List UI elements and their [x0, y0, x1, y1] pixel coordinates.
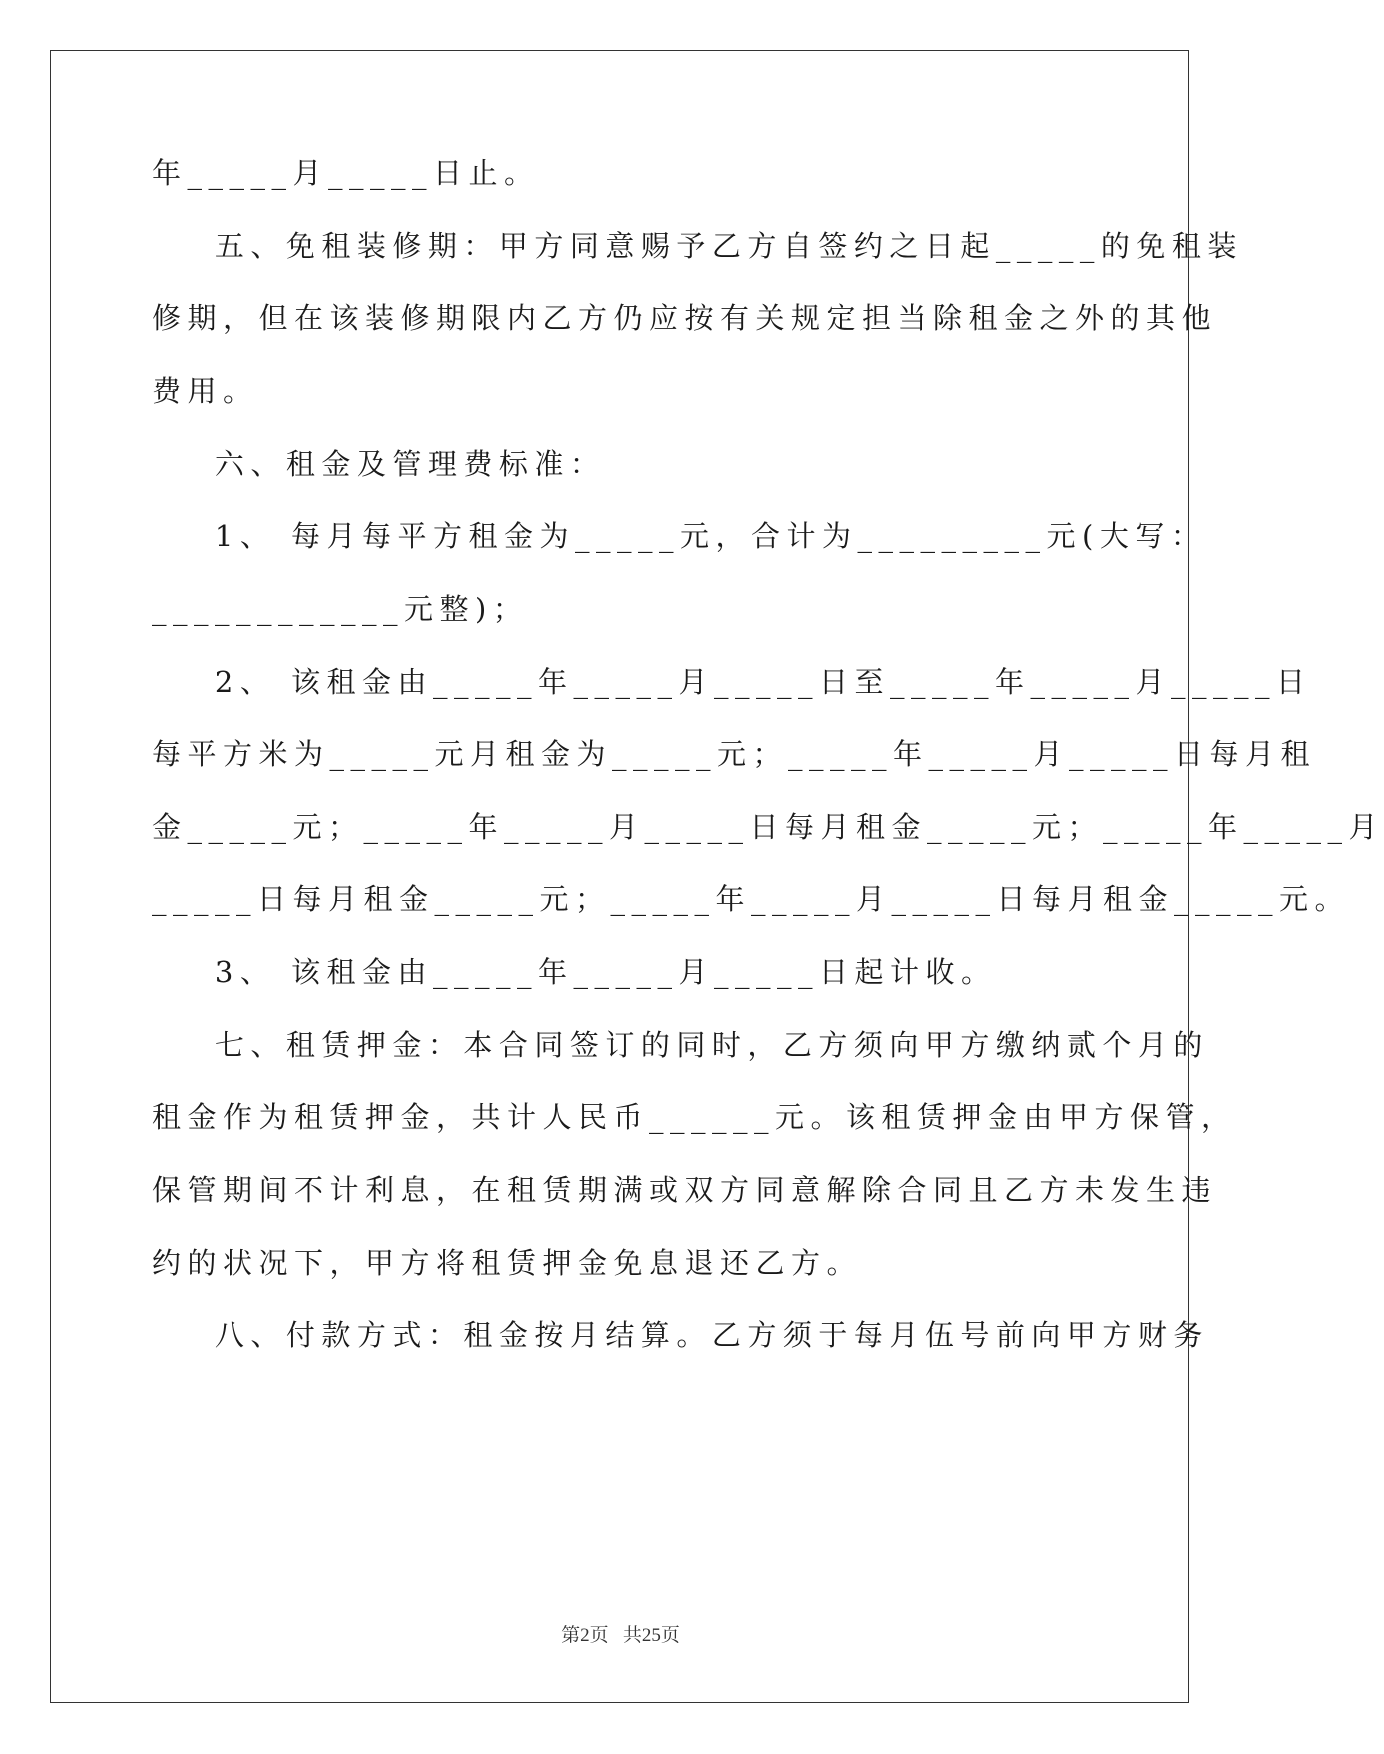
text-line: 六、租金及管理费标准： [152, 447, 606, 481]
text-line: 八、付款方式：租金按月结算。乙方须于每月伍号前向甲方财务 [152, 1318, 1209, 1352]
text-line: _____日每月租金_____元；_____年_____月_____日每月租金_____元。 [152, 882, 1351, 916]
text-line: 1、 每月每平方租金为_____元，合计为_________元(大写： [152, 519, 1207, 553]
text-line: 保管期间不计利息，在租赁期满或双方同意解除合同且乙方未发生违 [152, 1173, 1218, 1207]
page-number: 第2页 共25页 [561, 1625, 680, 1646]
text-line: 五、免租装修期：甲方同意赐予乙方自签约之日起_____的免租装 [152, 229, 1243, 263]
text-line: 年_____月_____日止。 [152, 156, 540, 190]
text-line: 每平方米为_____元月租金为_____元；_____年_____月_____日每月租 [152, 737, 1317, 771]
text-line: 2、 该租金由_____年_____月_____日至_____年_____月_____日 [152, 665, 1312, 699]
text-line: 租金作为租赁押金，共计人民币______元。该租赁押金由甲方保管， [152, 1100, 1237, 1134]
text-line: ____________元整)； [152, 592, 529, 626]
text-line: 3、 该租金由_____年_____月_____日起计收。 [152, 955, 997, 989]
text-line: 约的状况下，甲方将租赁押金免息退还乙方。 [152, 1246, 863, 1280]
text-line: 修期，但在该装修期限内乙方仍应按有关规定担当除租金之外的其他 [152, 301, 1218, 335]
text-line: 费用。 [152, 374, 259, 408]
text-line: 金_____元；_____年_____月_____日每月租金_____元；_____年_____月 [152, 810, 1384, 844]
text-line: 七、租赁押金：本合同签订的同时，乙方须向甲方缴纳贰个月的 [152, 1028, 1209, 1062]
